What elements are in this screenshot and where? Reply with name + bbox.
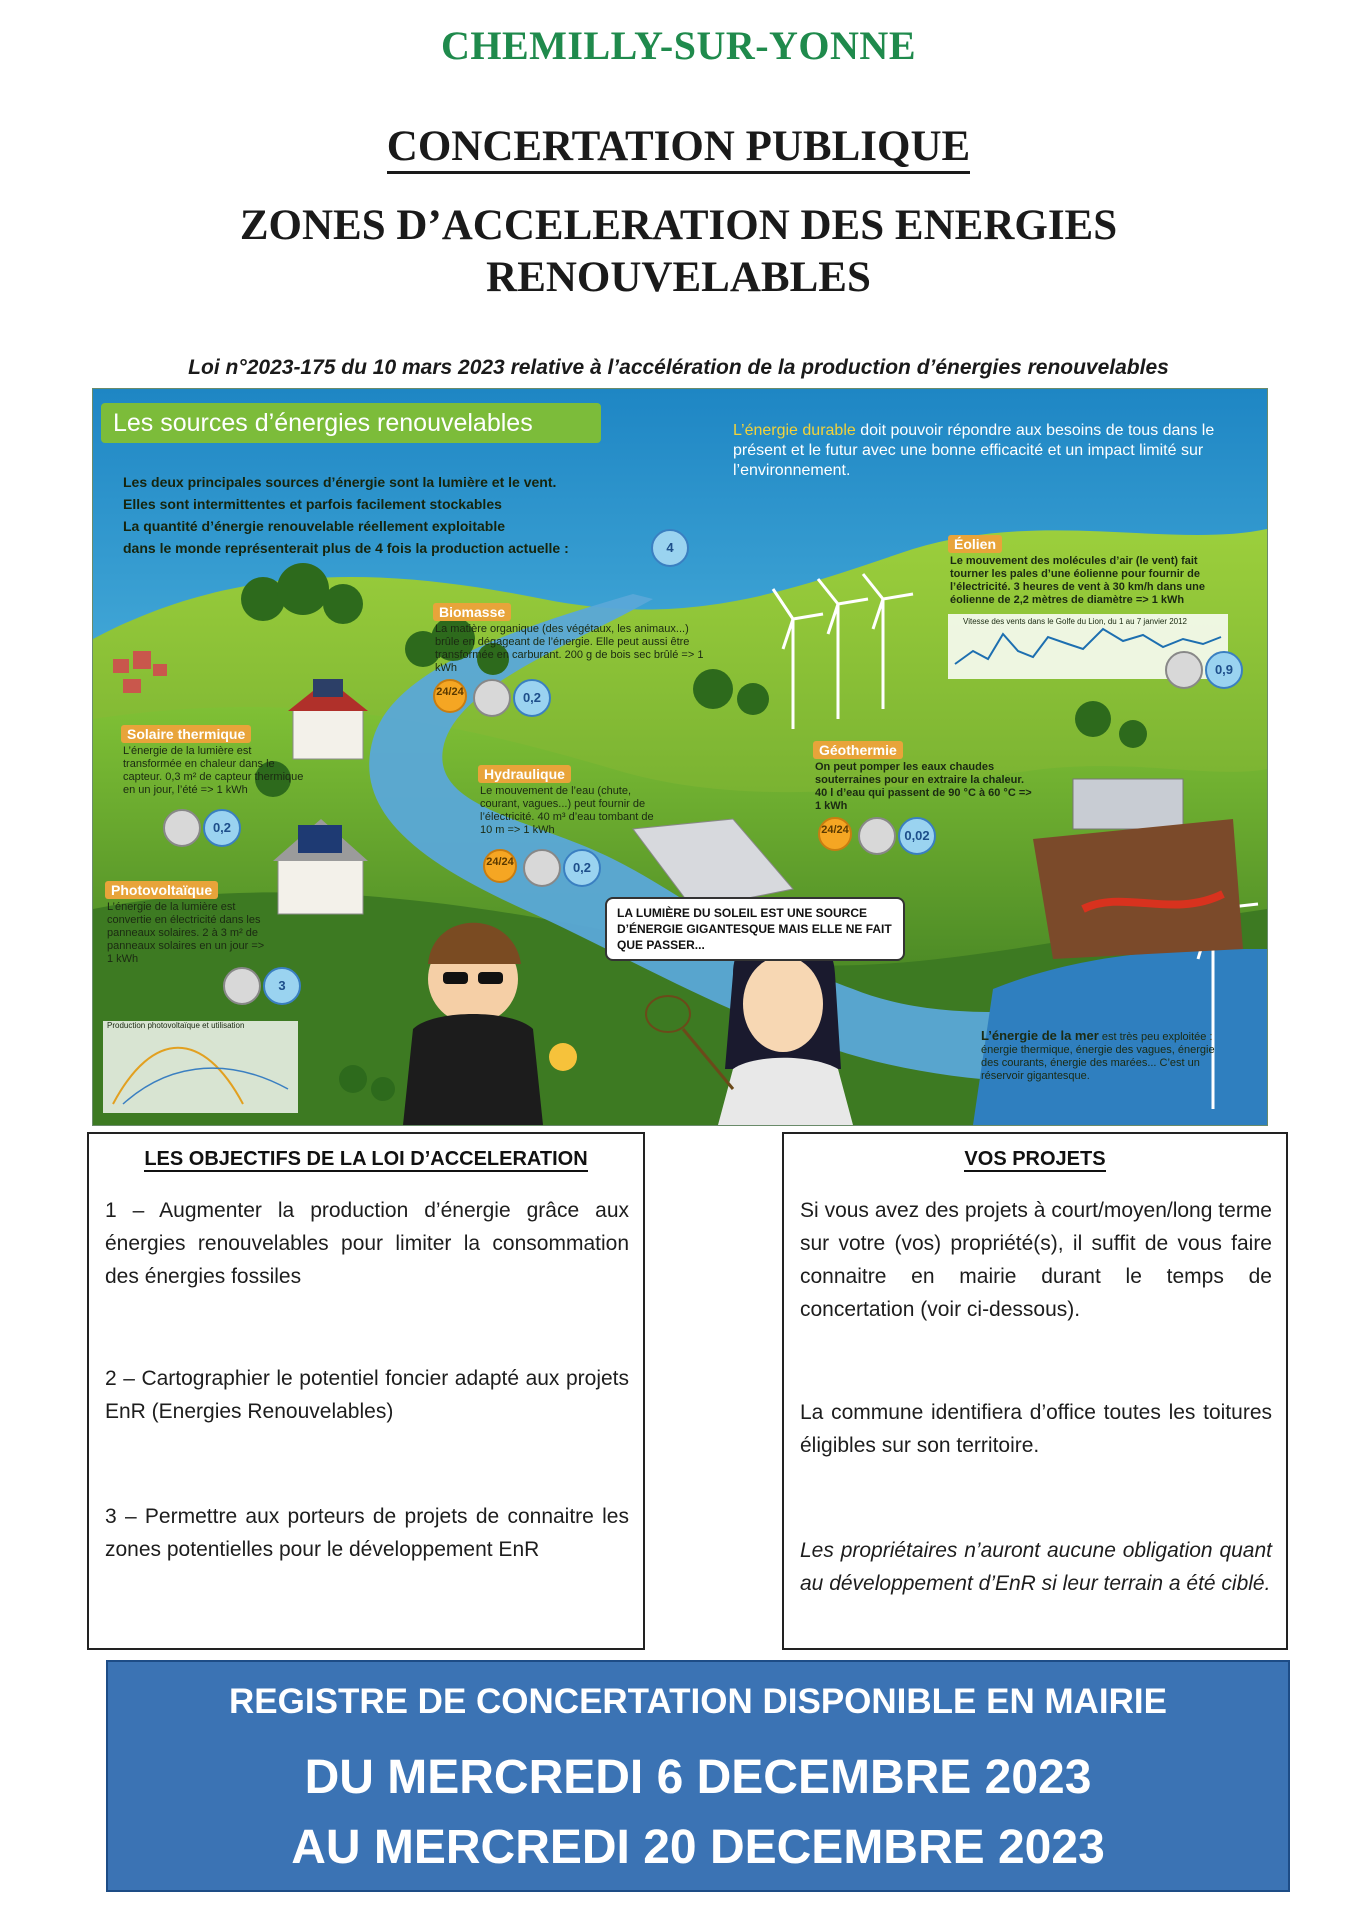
banner-line-3: AU MERCREDI 20 DECEMBRE 2023 xyxy=(291,1821,1105,1874)
eolien-label: Éolien xyxy=(948,535,1002,553)
projects-para-1: Si vous avez des projets à court/moyen/long terme sur votre (vos) propriété(s), il suffit de vous faire connaitre en mairie durant le temps de concertation (voir ci-dessous). xyxy=(800,1199,1272,1321)
durable-energy-body: doit pouvoir répondre aux besoins de tous dans le présent et le futur avec une bonne efficacité et un impact limité sur l’environnement. xyxy=(733,422,1215,479)
objectives-title-text: LES OBJECTIFS DE LA LOI D’ACCELERATION xyxy=(144,1148,588,1170)
mer-label: L’énergie de la mer xyxy=(981,1028,1099,1043)
banner-line-2: DU MERCREDI 6 DECEMBRE 2023 xyxy=(304,1751,1092,1804)
mer-body: est très peu exploitée : énergie thermique, énergie des vagues, énergie des courants, énergie des marées... C’est un réservoir gigantesque. xyxy=(981,1031,1215,1082)
objectives-title xyxy=(89,1148,643,1171)
projects-title-text: VOS PROJETS xyxy=(964,1148,1106,1170)
biomasse-badge-24: 24/24 xyxy=(433,679,467,713)
page-title xyxy=(0,122,1357,171)
intro-badge: 4 xyxy=(651,529,689,567)
photovoltaique-badge-value: 3 xyxy=(263,967,301,1005)
geothermie-storage-icon xyxy=(858,817,896,855)
solaire-storage-icon xyxy=(163,809,201,847)
infographic-intro-line3: La quantité d’énergie renouvelable réellement exploitable xyxy=(123,518,505,534)
biomasse-text: La matière organique (des végétaux, les animaux...) brûle en dégageant de l’énergie. Elle peut aussi être transformée en carburant. 200 g de bois sec brûlé => 1 kWh xyxy=(435,623,704,674)
eolien-badge-value: 0,9 xyxy=(1205,651,1243,689)
registry-banner xyxy=(106,1660,1290,1892)
geothermie-label: Géothermie xyxy=(813,741,903,759)
durable-energy-highlight: L’énergie durable xyxy=(733,422,856,439)
photovoltaique-storage-icon xyxy=(223,967,261,1005)
projects-box xyxy=(782,1132,1288,1650)
hydraulique-label: Hydraulique xyxy=(478,765,571,783)
page-title-text: CONCERTATION PUBLIQUE xyxy=(387,123,970,174)
speech-bubble: LA LUMIÈRE DU SOLEIL EST UNE SOURCE D’ÉNERGIE GIGANTESQUE MAIS ELLE NE FAIT QUE PASSER... xyxy=(605,897,905,961)
photovoltaique-label: Photovoltaïque xyxy=(105,881,218,899)
geothermie-badge-24: 24/24 xyxy=(818,817,852,851)
projects-para-3: Les propriétaires n’auront aucune obligation quant au développement d’EnR si leur terrain a été ciblé. xyxy=(800,1539,1272,1595)
biomasse-label: Biomasse xyxy=(433,603,511,621)
hydraulique-text: Le mouvement de l’eau (chute, courant, vagues...) peut fournir de l’électricité. 40 m³ d’eau tombant de 10 m => 1 kWh xyxy=(480,785,654,836)
biomasse-badge-value: 0,2 xyxy=(513,679,551,717)
law-reference: Loi n°2023-175 du 10 mars 2023 relative à l’accélération de la production d’énergies renouvelables xyxy=(188,356,1169,379)
page-subtitle-line1: ZONES D’ACCELERATION DES ENERGIES xyxy=(239,202,1118,249)
banner-line-1: REGISTRE DE CONCERTATION DISPONIBLE EN MAIRIE xyxy=(229,1682,1167,1721)
eolien-text: Le mouvement des molécules d’air (le vent) fait tourner les pales d’une éolienne pour fournir de l’électricité. 3 heures de vent à 30 km/h dans une éolienne de 2,2 mètres de diamètre => 1 kWh xyxy=(950,555,1205,606)
renewable-energy-infographic xyxy=(92,388,1268,1126)
infographic-intro-line1: Les deux principales sources d’énergie sont la lumière et le vent. xyxy=(123,474,557,490)
infographic-intro xyxy=(123,471,683,559)
eolien-storage-icon xyxy=(1165,651,1203,689)
geothermie-text: On peut pomper les eaux chaudes souterraines pour en extraire la chaleur. 40 l d’eau qui passent de 90 °C à 60 °C => 1 kWh xyxy=(815,761,1032,812)
solaire-label: Solaire thermique xyxy=(121,725,251,743)
durable-energy-text xyxy=(733,421,1233,481)
geothermie-badge-value: 0,02 xyxy=(898,817,936,855)
page-subtitle xyxy=(0,200,1357,304)
hydraulique-badge-24: 24/24 xyxy=(483,849,517,883)
hydraulique-storage-icon xyxy=(523,849,561,887)
biomasse-storage-icon xyxy=(473,679,511,717)
objective-item-1: 1 – Augmenter la production d’énergie grâce aux énergies renouvelables pour limiter la consommation des énergies fossiles xyxy=(105,1199,629,1288)
objective-item-3: 3 – Permettre aux porteurs de projets de connaitre les zones potentielles pour le développement EnR xyxy=(105,1505,629,1561)
town-name: CHEMILLY-SUR-YONNE xyxy=(440,23,916,68)
objectives-box xyxy=(87,1132,645,1650)
projects-para-2: La commune identifiera d’office toutes les toitures éligibles sur son territoire. xyxy=(800,1401,1272,1457)
infographic-intro-line4: dans le monde représenterait plus de 4 fois la production actuelle : xyxy=(123,540,569,556)
photovoltaique-text: L’énergie de la lumière est convertie en électricité dans les panneaux solaires. 2 à 3 m² de panneaux solaires en un jour => 1 kWh xyxy=(107,901,265,965)
page-subtitle-line2: RENOUVELABLES xyxy=(486,254,871,301)
mer-text xyxy=(981,1029,1221,1083)
projects-title xyxy=(784,1148,1286,1171)
objective-item-2: 2 – Cartographier le potentiel foncier adapté aux projets EnR (Energies Renouvelables) xyxy=(105,1367,629,1423)
solaire-badge-value: 0,2 xyxy=(203,809,241,847)
infographic-title: Les sources d’énergies renouvelables xyxy=(101,403,601,443)
hydraulique-badge-value: 0,2 xyxy=(563,849,601,887)
eolien-chart-caption: Vitesse des vents dans le Golfe du Lion, du 1 au 7 janvier 2012 xyxy=(963,617,1188,626)
infographic-intro-line2: Elles sont intermittentes et parfois facilement stockables xyxy=(123,496,502,512)
photovoltaique-chart-caption: Production photovoltaïque et utilisation xyxy=(107,1021,245,1030)
solaire-text: L’énergie de la lumière est transformée en chaleur dans le capteur. 0,3 m² de capteur thermique en un jour, l’été => 1 kWh xyxy=(123,745,304,796)
